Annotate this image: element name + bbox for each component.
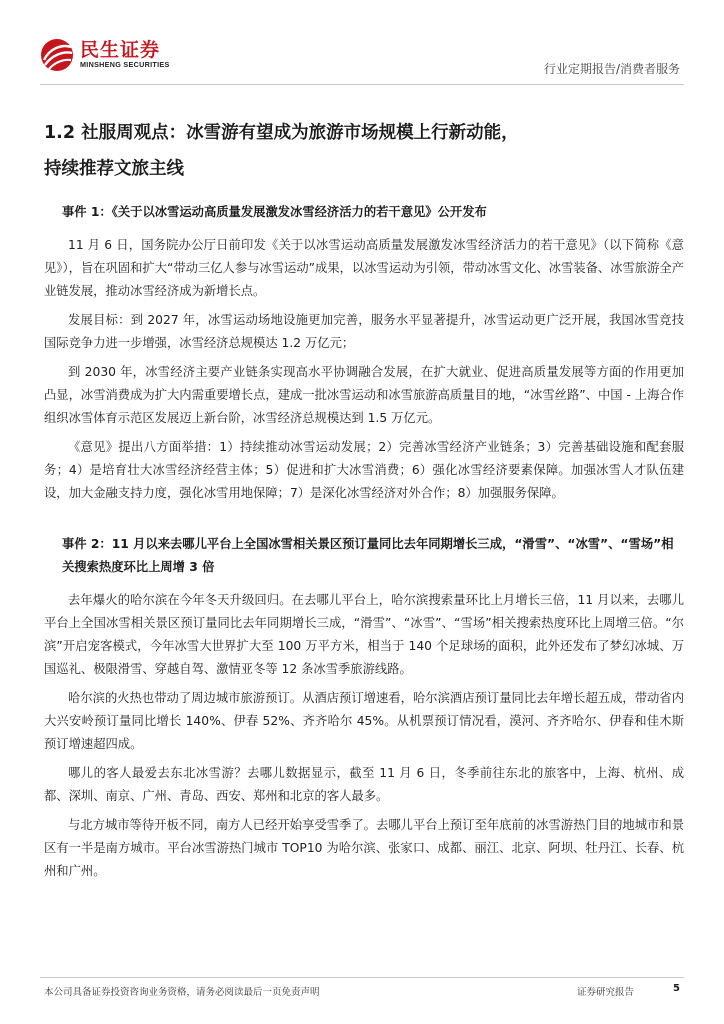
page-header <box>0 0 724 92</box>
logo-chinese-name: 民生证券 <box>80 39 161 61</box>
page-number: 5 <box>673 983 680 994</box>
footer-doc-type: 证券研究报告 <box>576 987 634 998</box>
section-title <box>44 115 684 187</box>
section-title-line1: 1.2 社服周观点：冰雪游有望成为旅游市场规模上行新动能， <box>44 123 519 143</box>
event2-paragraph: 哈尔滨的火热也带动了周边城市旅游预订。从酒店预订增速看，哈尔滨酒店预订量同比去年增长超五成，带动省内大兴安岭预订量同比增长 140%、伊春 52%、齐齐哈尔 45%。从机票预订情况看，漠河、齐齐哈尔、伊春和佳木斯预订增速超四成。 <box>44 691 684 751</box>
report-type-label: 行业定期报告/消费者服务 <box>543 62 680 76</box>
event1-paragraph: 发展目标：到 2027 年，冰雪运动场地设施更加完善，服务水平显著提升，冰雪运动更广泛开展，我国冰雪竞技国际竞争力进一步增强，冰雪经济总规模达 1.2 万亿元； <box>44 313 684 350</box>
event2-paragraph: 与北方城市等待开板不同，南方人已经开始享受雪季了。去哪儿平台上预订至年底前的冰雪游热门目的地城市和景区有一半是南方城市。平台冰雪游热门城市 TOP10 为哈尔滨、张家口、成都、丽江、北京、阿坝、牡丹江、长春、杭州和广州。 <box>44 818 684 878</box>
footer-divider <box>40 977 684 978</box>
footer-disclaimer: 本公司具备证券投资咨询业务资格，请务必阅读最后一页免责声明 <box>44 987 320 998</box>
event2-paragraph: 去年爆火的哈尔滨在今年冬天升级回归。在去哪儿平台上，哈尔滨搜索量环比上月增长三倍，11 月以来，去哪儿平台上全国冰雪相关景区预订量同比去年同期增长三成，“滑雪”、“冰雪”、“雪场”相关搜索热度环比上周增三倍。“尔滨”开启宠客模式，今年冰雪大世界扩大至 100 万平方米，相当于 140 个足球场的面积，此外还发布了梦幻冰城、万国巡礼、极限滑雪、穿越自驾、激情亚冬等 12 条冰雪季旅游线路。 <box>44 593 684 676</box>
minsheng-logo-icon <box>40 38 74 72</box>
section-title-line2: 持续推荐文旅主线 <box>44 159 184 179</box>
section-spacer <box>44 511 684 533</box>
event1-paragraph: 11 月 6 日，国务院办公厅日前印发《关于以冰雪运动高质量发展激发冰雪经济活力的若干意见》（以下简称《意见》），旨在巩固和扩大“带动三亿人参与冰雪运动”成果，以冰雪运动为引领，带动冰雪文化、冰雪装备、冰雪旅游全产业链发展，推动冰雪经济成为新增长点。 <box>44 238 684 298</box>
event2-paragraph: 哪儿的客人最爱去东北冰雪游？去哪儿数据显示，截至 11 月 6 日，冬季前往东北的旅客中，上海、杭州、成都、深圳、南京、广州、青岛、西安、郑州和北京的客人最多。 <box>44 766 684 803</box>
main-content <box>44 115 684 889</box>
header-divider <box>40 84 684 85</box>
event1-paragraph: 《意见》提出八方面举措：1）持续推动冰雪运动发展；2）完善冰雪经济产业链条；3）完善基础设施和配套服务；4）是培育壮大冰雪经济经营主体；5）促进和扩大冰雪消费；6）强化冰雪经济要素保障。加强冰雪人才队伍建设，加大金融支持力度，强化冰雪用地保障；7）是深化冰雪经济对外合作；8）加强服务保障。 <box>44 440 684 500</box>
company-logo <box>40 38 170 72</box>
event1-title: 事件 1：《关于以冰雪运动高质量发展激发冰雪经济活力的若干意见》公开发布 <box>62 205 487 219</box>
event2-title: 事件 2：11 月以来去哪儿平台上全国冰雪相关景区预订量同比去年同期增长三成，“滑雪”、“冰雪”、“雪场”相关搜索热度环比上周增 3 倍 <box>62 537 674 574</box>
event1-paragraph: 到 2030 年，冰雪经济主要产业链条实现高水平协调融合发展，在扩大就业、促进高质量发展等方面的作用更加凸显，冰雪消费成为扩大内需重要增长点，建成一批冰雪运动和冰雪旅游高质量目的地，“冰雪丝路”、中国 - 上海合作组织冰雪体育示范区发展迈上新台阶，冰雪经济总规模达到 1.5 万亿元。 <box>44 365 684 425</box>
logo-english-name: MINSHENG SECURITIES <box>80 60 170 69</box>
